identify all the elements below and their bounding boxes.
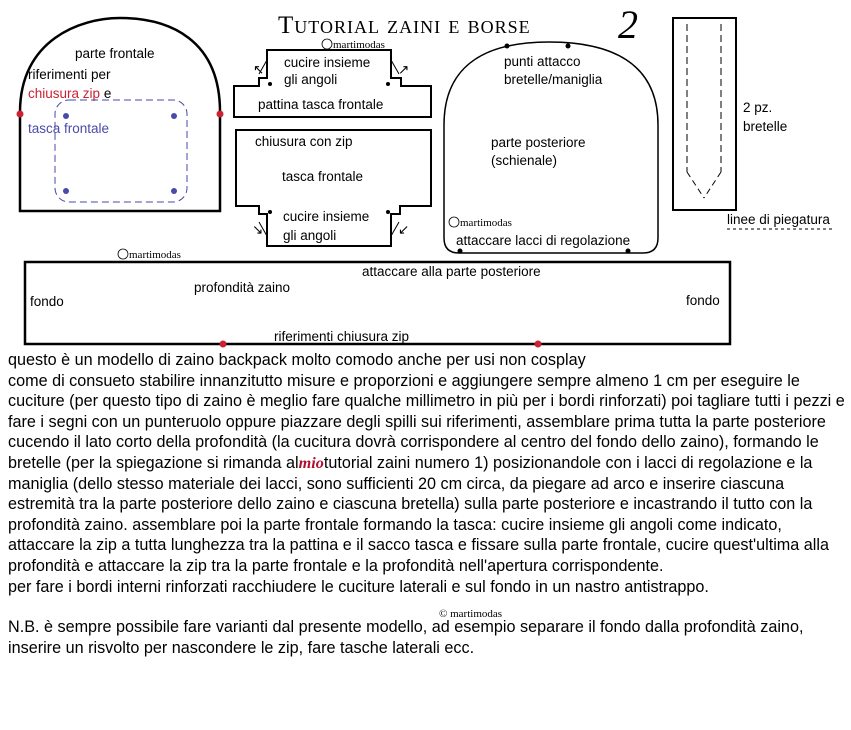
pocket-label: tasca frontale — [282, 169, 364, 184]
depth-right-bottom: fondo — [686, 293, 720, 308]
pocket-mark — [63, 113, 69, 119]
zip-ref-mark-left — [17, 111, 24, 118]
back-laces-label: attaccare lacci di regolazione — [456, 233, 631, 248]
watermark: © martimodas — [439, 608, 503, 620]
svg-text:martimodas: martimodas — [129, 249, 181, 261]
pocket-placement-outline — [55, 100, 187, 202]
pocket-piece — [236, 130, 431, 246]
svg-text:martimodas: martimodas — [333, 39, 385, 51]
flap-sew-line1: cucire insieme — [284, 55, 371, 70]
svg-text:martimodas: martimodas — [460, 217, 512, 229]
pattern-diagram — [0, 0, 851, 350]
depth-zip-refs: riferimenti chiusura zip — [274, 329, 410, 344]
instructions-text — [8, 350, 848, 658]
zip-ref-mark-right — [217, 111, 224, 118]
pocket-sew-line2: gli angoli — [283, 228, 337, 243]
front-ref-line1: riferimenti per — [28, 67, 111, 82]
note-paragraph: N.B. è sempre possibile fare varianti dal presente modello, ad esempio separare il fondo dalla profondità zaino, inserire un risvolto per nascondere le zip, fare tasche laterali ecc. — [8, 618, 804, 657]
strap-name: bretelle — [743, 119, 788, 134]
strap-piece — [673, 18, 833, 229]
back-label-line2: (schienale) — [491, 153, 558, 168]
pocket-mark — [171, 188, 177, 194]
front-panel-label: parte frontale — [75, 46, 155, 61]
mio-link[interactable]: mio — [298, 453, 324, 472]
title-number: 2 — [618, 2, 638, 47]
lace-attach-point — [626, 249, 631, 254]
pocket-mark — [171, 113, 177, 119]
steps-paragraph: come di consueto stabilire innanzitutto misure e proporzioni e aggiungere sempre almeno 1 cm per eseguire le cuciture (per questo tipo di zaino è meglio fare qualche millimetro in più per i bordi rinforzati) poi tagliare tutti i pezzi e fare i segni con un punteruolo oppure piazzare degli spilli sui riferimenti, assemblare prima tutta la parte posteriore cucendo il lato corto della profondità (la cucitura dovrà corrispondere al centro del fondo dello zaino), formando le bretelle (per la spiegazione si rimanda almiotutorial zaini numero 1) posizionandole con i lacci di regolazione e la maniglia (dello stesso materiale dei lacci, sono sufficienti 20 cm circa, da piegare ad arco e inserire ciascuna estremità tra la parte posteriore dello zaino e ciascuna bretella) sulla parte posteriore e incastrando il tutto con la profondità zaino. assemblare poi la parte frontale formando la tasca: cucire insieme gli angoli come indicato, attaccare la zip a tutta lunghezza tra la pattina e il sacco tasca e fissare sulla parte frontale, cucire quest'ultima alla profondità e attaccare la zip tra la parte frontale e la profondità nell'apertura corrispondente. — [8, 371, 845, 575]
zip-ref-mark — [535, 341, 542, 348]
intro-paragraph: questo è un modello di zaino backpack molto comodo anche per usi non cosplay — [8, 351, 586, 369]
depth-attach-label: attaccare alla parte posteriore — [362, 264, 541, 279]
flap-sew-line2: gli angoli — [284, 72, 338, 87]
flap-piece — [234, 50, 431, 117]
arrow-icon: ↘ — [252, 222, 264, 237]
watermark — [118, 249, 181, 261]
strap-attach-point — [505, 44, 510, 49]
zip-ref-text: chiusura zip — [28, 86, 101, 101]
depth-strip — [25, 262, 730, 348]
strap-attach-point — [566, 44, 571, 49]
fold-lines-label: linee di piegatura — [727, 212, 830, 227]
front-ref-line2: chiusura zip e — [28, 86, 112, 101]
diagram-title: Tutorial zaini e borse — [278, 12, 531, 39]
depth-label: profondità zaino — [194, 280, 291, 295]
depth-left-bottom: fondo — [30, 294, 64, 309]
pocket-zip-label: chiusura con zip — [255, 134, 353, 149]
back-label-line1: parte posteriore — [491, 135, 586, 150]
front-panel — [17, 18, 224, 211]
flap-label: pattina tasca frontale — [258, 97, 384, 112]
zip-ref-mark — [220, 341, 227, 348]
pocket-mark — [63, 188, 69, 194]
watermark — [449, 217, 512, 229]
pocket-sew-line1: cucire insieme — [283, 209, 370, 224]
strap-count: 2 pz. — [743, 100, 773, 115]
arrow-icon: ↙ — [398, 222, 410, 237]
front-ref-pocket: tasca frontale — [28, 121, 110, 136]
arrow-icon: ↗ — [398, 62, 410, 77]
reinforce-paragraph: per fare i bordi interni rinforzati racchiudere le cuciture laterali e sul fondo in un nastro antistrappo. — [8, 577, 709, 596]
arrow-icon: ↖ — [253, 62, 265, 77]
back-attach-line2: bretelle/maniglia — [504, 72, 603, 87]
back-attach-line1: punti attacco — [504, 54, 581, 69]
lace-attach-point — [458, 249, 463, 254]
